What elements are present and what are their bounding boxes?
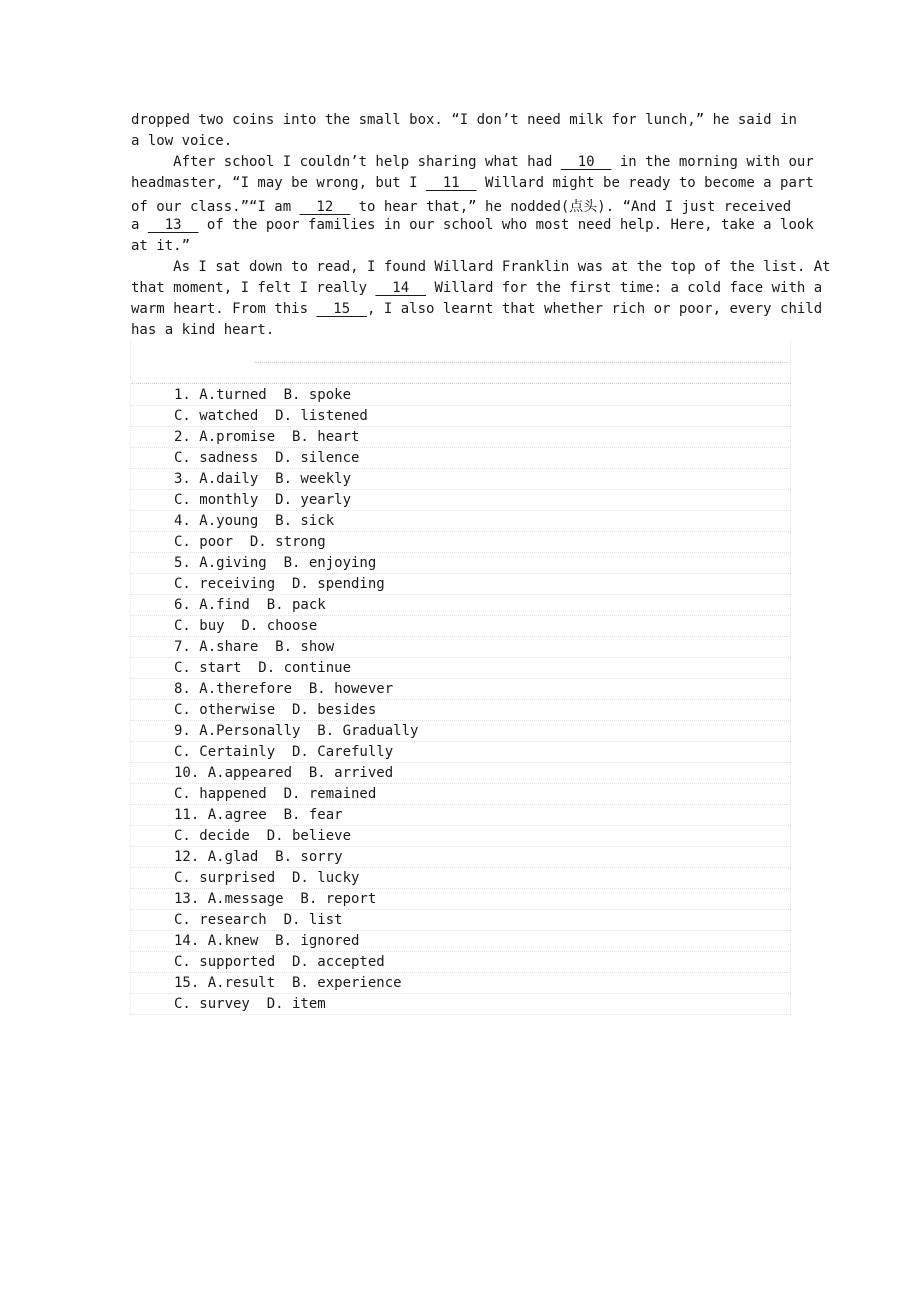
passage-line (131, 154, 821, 175)
option-row: C. poor D. strong (131, 532, 791, 553)
option-row: 6. A.find B. pack (131, 595, 791, 616)
option-row: C. start D. continue (131, 658, 791, 679)
option-row: 8. A.therefore B. however (131, 679, 791, 700)
option-row: C. monthly D. yearly (131, 490, 791, 511)
option-row: C. decide D. believe (131, 826, 791, 847)
passage-line (131, 196, 821, 217)
passage-text: at it.” (131, 238, 191, 254)
option-row: 13. A.message B. report (131, 889, 791, 910)
passage-text: of the poor families in our school who most need help. Here, take a look (198, 217, 814, 233)
passage-text: that moment, I felt I really (131, 280, 376, 296)
separator-line (255, 362, 787, 363)
passage-text: , I also learnt that whether rich or poor, every child (367, 301, 823, 317)
option-row: C. survey D. item (131, 994, 791, 1015)
blank-number: __13__ (147, 217, 199, 233)
blank-number: __14__ (375, 280, 427, 296)
passage-line (131, 259, 831, 280)
option-row: 9. A.Personally B. Gradually (131, 721, 791, 742)
option-row: 2. A.promise B. heart (131, 427, 791, 448)
passage-text: warm heart. From this (131, 301, 317, 317)
option-row: C. research D. list (131, 910, 791, 931)
option-row: C. otherwise D. besides (131, 700, 791, 721)
passage-text: a (131, 217, 148, 233)
option-row: C. sadness D. silence (131, 448, 791, 469)
option-row: C. buy D. choose (131, 616, 791, 637)
passage-text: After school I couldn’t help sharing what had (131, 154, 561, 170)
option-row: 10. A.appeared B. arrived (131, 763, 791, 784)
passage-line (131, 112, 821, 133)
passage-text: As I sat down to read, I found Willard Franklin was at the top of the list. At (131, 259, 831, 275)
option-row: 5. A.giving B. enjoying (131, 553, 791, 574)
option-row: 12. A.glad B. sorry (131, 847, 791, 868)
passage (131, 112, 831, 343)
passage-text: a low voice. (131, 133, 233, 149)
option-row: 4. A.young B. sick (131, 511, 791, 532)
passage-text: headmaster, “I may be wrong, but I (131, 175, 427, 191)
option-row: 7. A.share B. show (131, 637, 791, 658)
option-row: C. watched D. listened (131, 406, 791, 427)
passage-text: to hear that,” he nodded(点头). “And I just received (350, 199, 792, 215)
option-row: C. receiving D. spending (131, 574, 791, 595)
option-row: C. happened D. remained (131, 784, 791, 805)
option-row: 3. A.daily B. weekly (131, 469, 791, 490)
blank-number: __12__ (299, 199, 351, 215)
option-row: 11. A.agree B. fear (131, 805, 791, 826)
option-row: C. surprised D. lucky (131, 868, 791, 889)
passage-line (131, 217, 821, 238)
passage-text: of our class.”“I am (131, 199, 300, 215)
option-row: C. supported D. accepted (131, 952, 791, 973)
passage-text: dropped two coins into the small box. “I don’t need milk for lunch,” he said in (131, 112, 797, 128)
passage-text: Willard might be ready to become a part (476, 175, 814, 191)
passage-text: has a kind heart. (131, 322, 275, 338)
passage-line (131, 322, 821, 343)
option-row: C. Certainly D. Carefully (131, 742, 791, 763)
passage-line (131, 175, 821, 196)
option-row: 14. A.knew B. ignored (131, 931, 791, 952)
blank-number: __10__ (560, 154, 612, 170)
blank-number: __15__ (316, 301, 368, 317)
passage-line (131, 238, 821, 259)
option-row: 15. A.result B. experience (131, 973, 791, 994)
blank-number: __11__ (426, 175, 477, 191)
passage-text: in the morning with our (611, 154, 814, 170)
separator-line (131, 383, 791, 384)
passage-text: Willard for the first time: a cold face with a (426, 280, 823, 296)
answer-options (131, 385, 791, 1015)
passage-line (131, 133, 821, 154)
passage-line (131, 280, 821, 301)
passage-line (131, 301, 821, 322)
option-row: 1. A.turned B. spoke (131, 385, 791, 406)
